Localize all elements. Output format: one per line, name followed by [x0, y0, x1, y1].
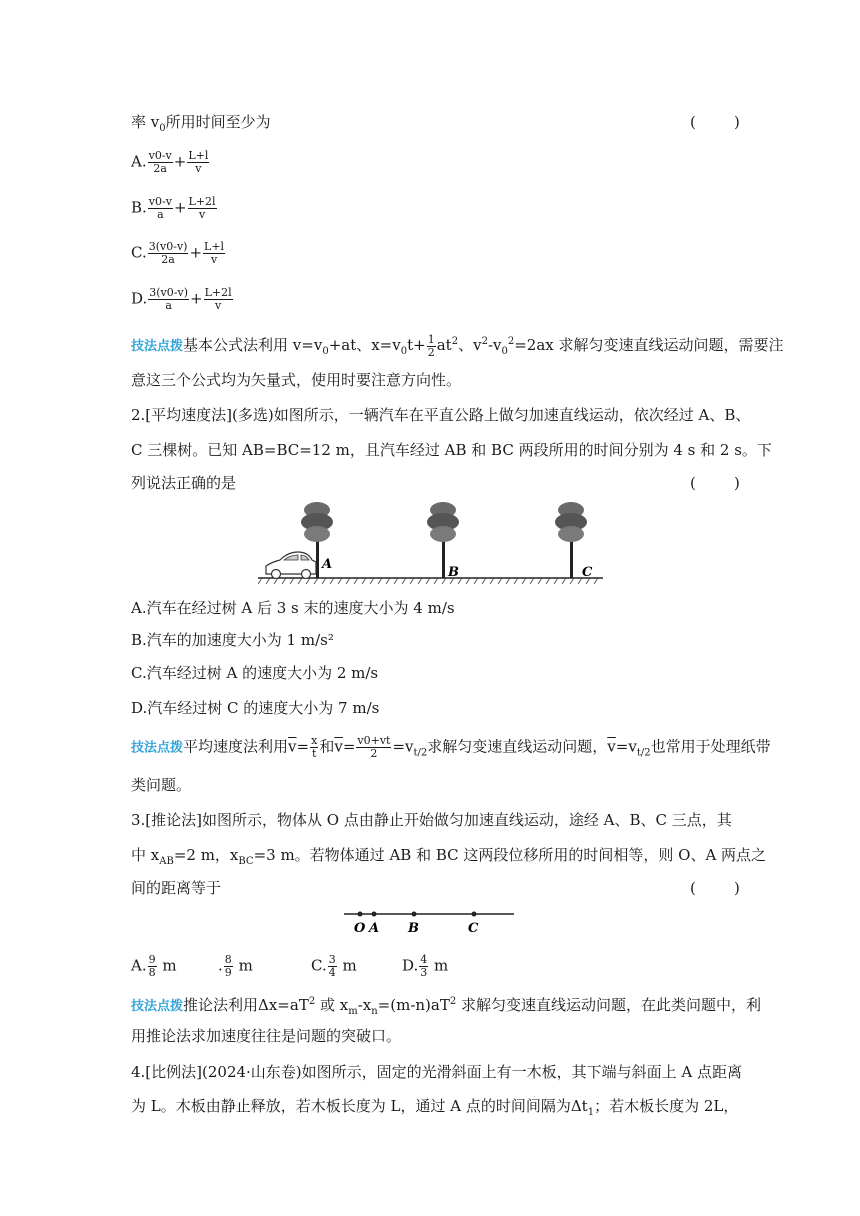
stem-text: 为 L。木板由静止释放，若木板长度为 L，通过 A 点的时间间隔为Δt	[131, 1097, 588, 1115]
stem-text: 中 x	[131, 846, 160, 864]
option-label: A.	[131, 956, 147, 975]
option-label: C.	[311, 956, 327, 975]
subscript: n	[371, 1006, 378, 1017]
tip-text: 也常用于处理纸带	[650, 737, 771, 756]
denominator: a	[165, 299, 172, 312]
denominator: v	[214, 299, 222, 312]
q1-option-b[interactable]	[131, 196, 218, 221]
denominator: 9	[224, 966, 232, 979]
tip-text: 或 x	[315, 996, 349, 1014]
numerator: 4	[420, 953, 428, 966]
q2-stem-line2: C 三棵树。已知 AB=BC=12 m，且汽车经过 AB 和 BC 两段所用的时间分别为 4 s 和 2 s。下	[131, 441, 772, 459]
point-c-label: C	[468, 921, 479, 936]
fraction	[148, 150, 173, 175]
q3-option-d[interactable]	[402, 954, 448, 979]
superscript: 2	[507, 336, 515, 347]
numerator: 1	[427, 332, 435, 346]
equals: =	[296, 737, 310, 756]
denominator: v	[210, 253, 218, 266]
stem-text: ；若木板长度为 2L，	[594, 1097, 739, 1115]
q4-stem-line2	[131, 1096, 738, 1123]
q3-stem-line2	[131, 845, 766, 872]
subscript: 0	[501, 346, 508, 357]
subscript: t/2	[636, 747, 651, 759]
q1-stem-end: 所用时间至少为	[165, 113, 271, 131]
q3-answer-paren: ( )	[690, 879, 740, 897]
denominator: 2	[427, 345, 435, 359]
unit: m	[434, 956, 449, 975]
option-label: B.	[131, 198, 147, 217]
q2-figure-trees-car	[258, 500, 603, 588]
q3-option-a[interactable]	[131, 954, 177, 979]
stem-text: =2 m，x	[173, 846, 239, 864]
superscript: 2	[451, 336, 459, 347]
tip-text: 推论法利用Δx=aT	[183, 996, 309, 1014]
denominator: t	[311, 747, 317, 760]
numerator: 3(v0-v)	[149, 286, 188, 299]
point-o-label: O	[354, 921, 366, 936]
unit: m	[238, 956, 253, 975]
tip-text: 和	[319, 737, 335, 756]
tip-tag: 技法点拨	[131, 740, 184, 756]
plus-sign: +	[173, 198, 187, 217]
q1-tip-line1	[131, 332, 784, 362]
point-a	[372, 912, 377, 917]
q3-stem-line1: 3.[推论法]如图所示，物体从 O 点由静止开始做匀加速直线运动，途经 A、B、C 三点，其	[131, 811, 732, 829]
fraction	[148, 196, 173, 221]
denominator: v	[195, 162, 202, 175]
q2-option-c[interactable]: C.汽车经过树 A 的速度大小为 2 m/s	[131, 664, 379, 682]
tip-text: =v	[392, 737, 414, 756]
point-b	[412, 912, 417, 917]
v-bar: $\overline{v}$	[607, 737, 616, 756]
subscript: 1	[587, 1107, 595, 1118]
option-label: D.	[131, 289, 148, 308]
fraction	[204, 287, 233, 312]
option-label: A.	[131, 152, 147, 171]
fraction	[187, 150, 209, 175]
road-hatch	[258, 578, 598, 584]
q1-answer-paren: ( )	[690, 113, 740, 131]
numerator: 9	[148, 953, 156, 966]
fraction	[328, 954, 337, 979]
tip-text: 平均速度法利用	[183, 737, 289, 756]
fraction	[148, 241, 189, 266]
fraction	[188, 196, 217, 221]
numerator: x	[311, 734, 318, 747]
numerator: 3	[328, 953, 336, 966]
subscript: m	[348, 1006, 358, 1017]
numerator: v0-v	[148, 149, 172, 162]
numerator: v0+vt	[357, 734, 391, 747]
denominator: a	[157, 208, 164, 221]
q1-option-a[interactable]	[131, 150, 210, 175]
numerator: L+2l	[204, 286, 232, 299]
tip-text: =v	[615, 737, 637, 756]
q1-stem-start: 率 v	[131, 113, 160, 131]
tip-text: -v	[487, 336, 502, 354]
option-label: .	[218, 956, 223, 975]
superscript: 2	[481, 336, 488, 347]
tip-tag: 技法点拨	[131, 999, 184, 1014]
denominator: 2a	[153, 162, 167, 175]
q2-option-d[interactable]: D.汽车经过树 C 的速度大小为 7 m/s	[131, 699, 380, 717]
tip-text: =2ax 求解匀变速直线运动问题，需要注	[514, 336, 784, 354]
tip-text: 求解匀变速直线运动问题，在此类问题中，利	[456, 996, 762, 1014]
numerator: v0-v	[148, 195, 172, 208]
tip-text: 求解匀变速直线运动问题，	[427, 737, 608, 756]
q3-tip-line2: 用推论法求加速度往往是问题的突破口。	[131, 1027, 402, 1045]
q3-option-c[interactable]	[311, 954, 357, 979]
tip-text: +at、x=v	[328, 336, 401, 354]
q1-stem-sub: 0	[159, 123, 166, 134]
tip-text: 、v	[458, 336, 482, 354]
point-a-label: A	[369, 921, 380, 936]
q3-tip-line1	[131, 992, 761, 1022]
numerator: L+2l	[188, 195, 216, 208]
numerator: 3(v0-v)	[148, 240, 188, 253]
q4-stem-line1: 4.[比例法](2024·山东卷)如图所示，固定的光滑斜面上有一木板，其下端与斜面上 A 点距离	[131, 1063, 743, 1081]
fraction	[310, 735, 318, 760]
plus-sign: +	[173, 152, 187, 171]
subscript: t/2	[413, 747, 428, 759]
q2-tip-line1	[131, 735, 771, 764]
fraction	[148, 954, 157, 979]
plus-sign: +	[189, 243, 203, 262]
numerator: L+l	[204, 240, 225, 253]
denominator: 8	[148, 966, 156, 979]
superscript: 2	[308, 996, 316, 1007]
q3-figure-points	[340, 906, 520, 936]
denominator: 3	[420, 966, 428, 979]
subscript: AB	[159, 856, 174, 867]
denominator: v	[198, 208, 206, 221]
option-label: D.	[402, 956, 419, 975]
q1-option-d[interactable]	[131, 287, 234, 312]
denominator: 4	[328, 966, 336, 979]
tree-c-label: C	[582, 565, 593, 580]
q2-stem-line3: 列说法正确的是	[131, 474, 237, 492]
subscript: 0	[322, 346, 329, 357]
fraction	[419, 954, 428, 979]
unit: m	[162, 956, 177, 975]
subscript: 0	[400, 346, 408, 357]
tip-text: t+	[407, 336, 426, 354]
unit: m	[342, 956, 357, 975]
stem-text: =3 m。若物体通过 AB 和 BC 这两段位移所用的时间相等，则 O、A 两点之	[253, 846, 767, 864]
superscript: 2	[449, 996, 457, 1007]
equals: =	[342, 737, 356, 756]
numerator: 8	[224, 953, 232, 966]
q2-option-b[interactable]: B.汽车的加速度大小为 1 m/s²	[131, 631, 334, 649]
fraction	[148, 287, 189, 312]
subscript: BC	[238, 856, 254, 867]
q3-stem-line3: 间的距离等于	[131, 879, 222, 897]
q2-stem-line1: 2.[平均速度法](多选)如图所示，一辆汽车在平直公路上做匀加速直线运动，依次经过 A、B、	[131, 406, 751, 424]
point-o	[358, 912, 363, 917]
q3-option-b[interactable]	[218, 954, 253, 979]
tip-text: at	[436, 336, 452, 354]
denominator: 2	[370, 747, 378, 760]
tree-a-label: A	[322, 557, 333, 572]
tree-b-label: B	[448, 565, 459, 580]
v-bar: $\overline{v}$	[288, 737, 297, 756]
fraction	[356, 735, 391, 760]
q1-stem-line	[131, 112, 271, 139]
plus-sign: +	[190, 289, 203, 308]
q1-option-c[interactable]	[131, 241, 226, 266]
numerator: L+l	[188, 149, 209, 162]
q2-answer-paren: ( )	[690, 474, 740, 492]
q2-option-a[interactable]: A.汽车在经过树 A 后 3 s 末的速度大小为 4 m/s	[131, 599, 455, 617]
car-icon	[266, 552, 316, 579]
denominator: 2a	[161, 253, 175, 266]
option-label: C.	[131, 243, 147, 262]
q2-tip-line2: 类问题。	[131, 776, 192, 794]
tip-text: -x	[357, 996, 372, 1014]
fraction	[203, 241, 225, 266]
tip-text: 基本公式法利用 v=v	[183, 336, 323, 354]
point-c	[472, 912, 477, 917]
half-fraction	[427, 334, 436, 359]
point-b-label: B	[408, 921, 419, 936]
v-bar: $\overline{v}$	[334, 737, 343, 756]
fraction	[224, 954, 233, 979]
tip-text: =(m-n)aT	[377, 996, 450, 1014]
q1-tip-line2: 意这三个公式均为矢量式，使用时要注意方向性。	[131, 371, 462, 389]
tip-tag: 技法点拨	[131, 339, 184, 354]
